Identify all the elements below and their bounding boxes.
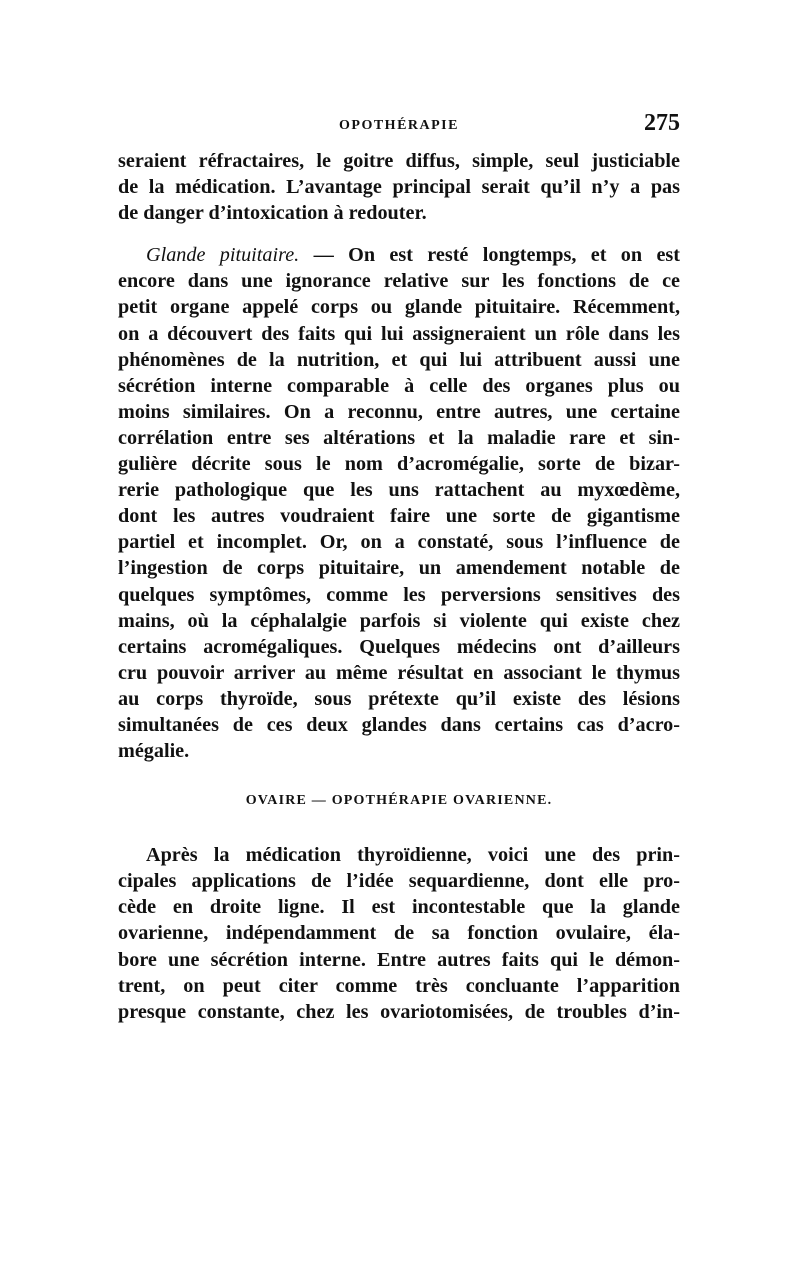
subheading-glande-pituitaire: Glande pituitaire. <box>146 244 300 267</box>
paragraph-3-line: trent, on peut citer comme très concluante l’apparition <box>118 974 680 997</box>
paragraph-3-line: bore une sécrétion interne. Entre autres faits qui le démon- <box>118 948 680 971</box>
paragraph-2-line: l’ingestion de corps pituitaire, un amendement notable de <box>118 557 680 580</box>
paragraph-1-line: de la médication. L’avantage principal serait qu’il n’y a pas <box>118 176 680 199</box>
paragraph-3-line: Après la médication thyroïdienne, voici une des prin- <box>146 844 680 867</box>
section-title-ovaire: OVAIRE — OPOTHÉRAPIE OVARIENNE. <box>245 793 553 809</box>
paragraph-3-line: cède en droite ligne. Il est incontestable que la glande <box>118 896 680 919</box>
paragraph-2-line: gulière décrite sous le nom d’acromégalie, sorte de bizar- <box>118 453 680 476</box>
paragraph-1-line: de danger d’intoxication à redouter. <box>118 202 427 225</box>
paragraph-1-line: seraient réfractaires, le goitre diffus, simple, seul justiciable <box>118 150 680 172</box>
paragraph-2-line: sécrétion interne comparable à celle des organes plus ou <box>118 374 680 397</box>
paragraph-2-line: corrélation entre ses altérations et la maladie rare et sin- <box>118 426 680 449</box>
paragraph-2-lead-line <box>118 242 680 268</box>
paragraph-3 <box>118 842 680 1025</box>
paragraph-2-line: rerie pathologique que les uns rattachent au myxœdème, <box>118 479 680 502</box>
paragraph-2-line: moins similaires. On a reconnu, entre autres, une certaine <box>118 400 680 423</box>
paragraph-2-line: quelques symptômes, comme les perversions sensitives des <box>118 583 680 606</box>
paragraph-2-line: mégalie. <box>118 740 190 763</box>
running-head <box>118 108 680 148</box>
paragraph-2-line: phénomènes de la nutrition, et qui lui attribuent aussi une <box>118 348 680 371</box>
paragraph-gap <box>118 226 680 242</box>
paragraph-2-lead-text: — On est resté longtemps, et on est <box>299 244 681 267</box>
paragraph-1 <box>118 148 680 226</box>
running-title: OPOTHÉRAPIE <box>339 118 459 133</box>
paragraph-2-line: simultanées de ces deux glandes dans certains cas d’acro- <box>118 713 680 736</box>
paragraph-2-line: cru pouvoir arriver au même résultat en associant le thymus <box>118 661 680 684</box>
paragraph-2-line: dont les autres voudraient faire une sorte de gigantisme <box>118 505 680 528</box>
book-page <box>118 108 680 1025</box>
paragraph-2-line: on a découvert des faits qui lui assigneraient un rôle dans les <box>118 322 680 345</box>
paragraph-2-line: certains acromégaliques. Quelques médecins ont d’ailleurs <box>118 635 680 658</box>
paragraph-2 <box>118 242 680 764</box>
section-gap <box>118 764 680 794</box>
paragraph-2-line: au corps thyroïde, sous prétexte qu’il existe des lésions <box>118 687 680 710</box>
section-gap <box>118 808 680 842</box>
paragraph-2-line: mains, où la céphalalgie parfois si violente qui existe chez <box>118 609 680 632</box>
page-number: 275 <box>644 110 680 136</box>
paragraph-3-line: ovarienne, indépendamment de sa fonction ovulaire, éla- <box>118 922 680 945</box>
paragraph-2-line: partiel et incomplet. Or, on a constaté, sous l’influence de <box>118 531 680 554</box>
paragraph-2-line: petit organe appelé corps ou glande pituitaire. Récemment, <box>118 296 680 319</box>
paragraph-3-line: presque constante, chez les ovariotomisées, de troubles d’in- <box>118 1000 680 1023</box>
paragraph-2-line: encore dans une ignorance relative sur les fonctions de ce <box>118 270 680 293</box>
paragraph-3-line: cipales applications de l’idée sequardienne, dont elle pro- <box>118 870 680 893</box>
